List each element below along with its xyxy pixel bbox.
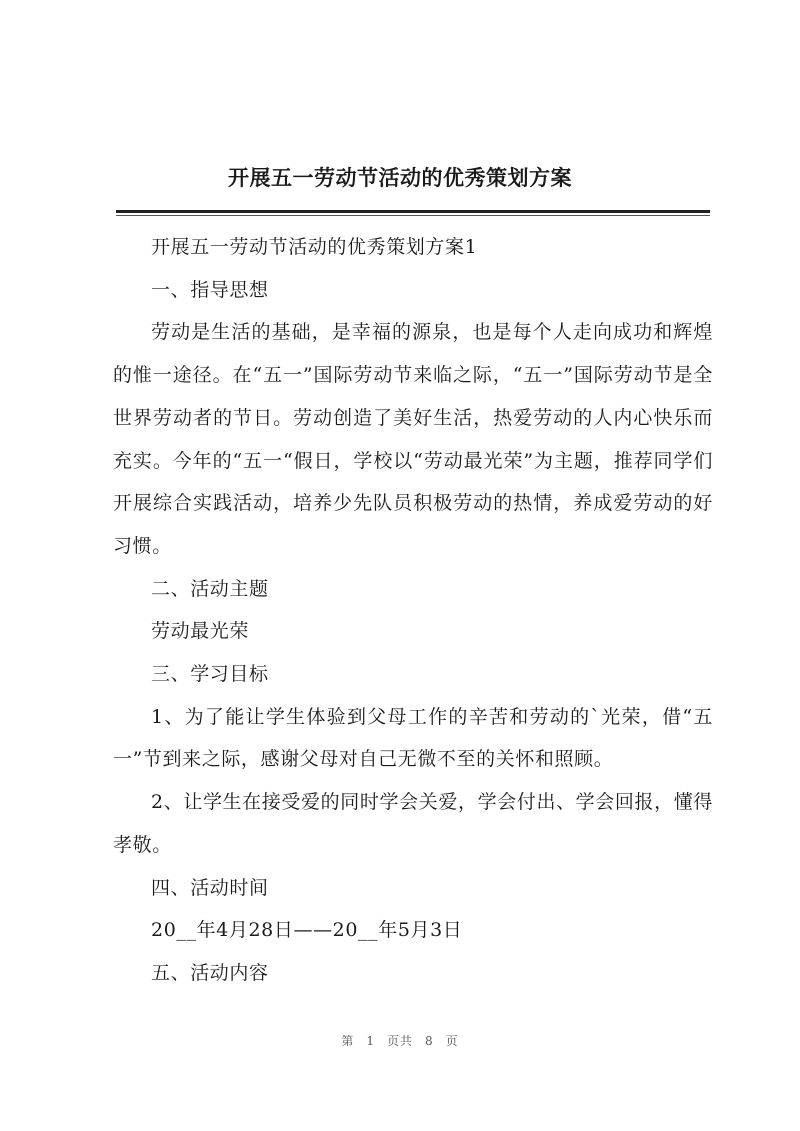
footer-ye: 页: [445, 1034, 459, 1048]
document-body: [113, 226, 713, 995]
footer-di: 第: [341, 1034, 355, 1048]
section-heading-theme: 二、活动主题: [151, 577, 269, 600]
section-heading-time: 四、活动时间: [151, 876, 269, 899]
paragraph-goal-2: 2、让学生在接受爱的同时学会关爱，学会付出、学会回报，懂得孝敬。: [113, 791, 713, 856]
paragraph-goal-1: 1、为了能让学生体验到父母工作的辛苦和劳动的`光荣，借“五一”节到来之际，感谢父母对自己无微不至的关怀和照顾。: [113, 705, 713, 771]
footer-total-pages: 8: [425, 1034, 434, 1048]
section-heading-guiding-thought: 一、指导思想: [151, 278, 269, 301]
footer-page-number: 1: [366, 1034, 375, 1048]
paragraph-time: 20__年4月28日——20__年5月3日: [151, 919, 463, 942]
footer-ye-gong: 页共: [386, 1034, 413, 1048]
paragraph-heading-main: 开展五一劳动节活动的优秀策划方案1: [151, 236, 478, 258]
paragraph-theme: 劳动最光荣: [151, 620, 250, 643]
section-heading-goals: 三、学习目标: [151, 663, 269, 686]
paragraph-guiding-thought: 劳动是生活的基础，是幸福的源泉，也是每个人走向成功和辉煌的惟一途径。在“五一”国际劳动节来临之际，“五一”国际劳动节是全世界劳动者的节日。劳动创造了美好生活，热爱劳动的人内心快乐而充实。今年的“五一“假日，学校以“劳动最光荣”为主题，推荐同学们开展综合实践活动，培养少先队员积极劳动的热情，养成爱劳动的好习惯。: [113, 321, 713, 557]
page-footer: [0, 1032, 800, 1049]
document-title: 开展五一劳动节活动的优秀策划方案: [228, 165, 572, 190]
title-rule-thin: [116, 215, 710, 216]
title-rule-thick: [116, 210, 710, 213]
section-heading-content: 五、活动内容: [151, 961, 269, 984]
